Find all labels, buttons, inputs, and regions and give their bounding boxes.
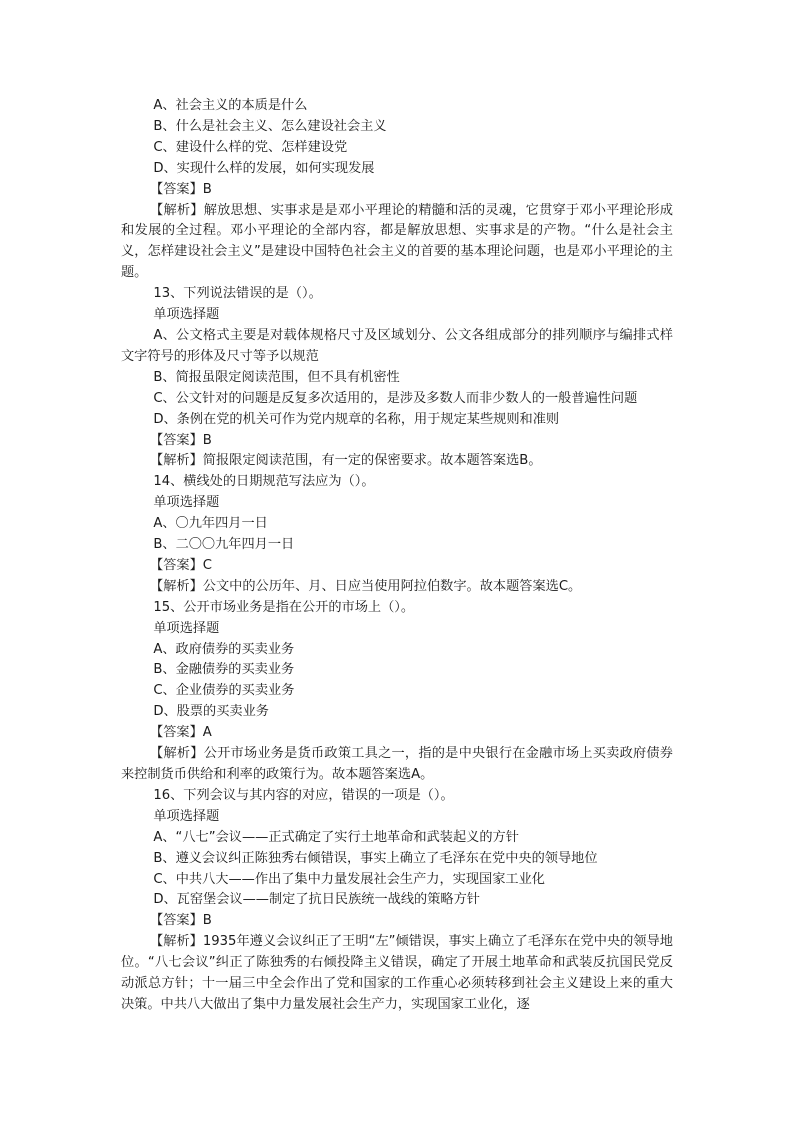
answer-line: 【答案】B [150, 432, 212, 448]
analysis-paragraph: 【解析】公开市场业务是货币政策工具之一，指的是中央银行在金融市场上买卖政府债券来控制货币供给和利率的政策行为。故本题答案选A。 [121, 746, 673, 782]
option-line: A、公文格式主要是对载体规格尺寸及区域划分、公文各组成部分的排列顺序与编排式样文字符号的形体及尺寸等予以规范 [121, 327, 673, 364]
option-line: D、瓦窑堡会议——制定了抗日民族统一战线的策略方针 [153, 892, 480, 908]
option-line: A、“八七”会议——正式确定了实行土地革命和武装起义的方针 [153, 829, 519, 845]
option-line: D、实现什么样的发展，如何实现发展 [153, 160, 375, 176]
answer-line: 【答案】C [150, 557, 212, 573]
option-line: B、二〇〇九年四月一日 [153, 537, 295, 553]
document-page [121, 96, 673, 1016]
option-line: B、简报虽限定阅读范围，但不具有机密性 [153, 369, 400, 385]
option-line: D、股票的买卖业务 [153, 704, 269, 720]
analysis-paragraph: 【解析】1935年遵义会议纠正了王明“左”倾错误，事实上确立了毛泽东在党中央的领导地位。“八七会议”纠正了陈独秀的右倾投降主义错误，确定了开展土地革命和武装反抗国民党反动派总方针；十一届三中全会作出了党和国家的工作重心必须转移到社会主义建设上来的重大决策。中共八大做出了集中力量发展社会生产力，实现国家工业化，逐 [121, 934, 673, 1012]
question-type: 单项选择题 [153, 808, 220, 824]
option-line: A、〇九年四月一日 [153, 516, 268, 532]
option-line: B、遵义会议纠正陈独秀右倾错误，事实上确立了毛泽东在党中央的领导地位 [153, 850, 598, 866]
option-line: B、金融债券的买卖业务 [153, 662, 295, 678]
question-type: 单项选择题 [153, 620, 220, 636]
option-line: C、建设什么样的党、怎样建设党 [153, 139, 348, 155]
analysis-paragraph: 【解析】解放思想、实事求是是邓小平理论的精髓和活的灵魂，它贯穿于邓小平理论形成和发展的全过程。邓小平理论的全部内容，都是解放思想、实事求是的产物。“什么是社会主义，怎样建设社会主义”是建设中国特色社会主义的首要的基本理论问题，也是邓小平理论的主题。 [121, 202, 673, 281]
option-line: C、公文针对的问题是反复多次适用的，是涉及多数人而非少数人的一般普遍性问题 [153, 390, 638, 406]
analysis-paragraph: 【解析】简报限定阅读范围，有一定的保密要求。故本题答案选B。 [150, 453, 542, 469]
option-line: C、企业债券的买卖业务 [153, 683, 295, 699]
answer-line: 【答案】A [150, 725, 212, 741]
option-line: A、政府债券的买卖业务 [153, 641, 295, 657]
question-title: 14、横线处的日期规范写法应为（）。 [153, 474, 375, 490]
option-line: D、条例在党的机关可作为党内规章的名称，用于规定某些规则和准则 [153, 411, 560, 427]
option-line: B、什么是社会主义、怎么建设社会主义 [153, 118, 387, 134]
question-type: 单项选择题 [153, 307, 220, 323]
question-type: 单项选择题 [153, 495, 220, 511]
question-title: 13、下列说法错误的是（）。 [153, 286, 322, 302]
question-title: 16、下列会议与其内容的对应，错误的一项是（）。 [153, 787, 454, 803]
answer-line: 【答案】B [150, 181, 212, 197]
analysis-paragraph: 【解析】公文中的公历年、月、日应当使用阿拉伯数字。故本题答案选C。 [150, 578, 582, 594]
question-title: 15、公开市场业务是指在公开的市场上（）。 [153, 599, 415, 615]
option-line: A、社会主义的本质是什么 [153, 98, 308, 113]
option-line: C、中共八大——作出了集中力量发展社会生产力，实现国家工业化 [153, 871, 545, 887]
answer-line: 【答案】B [150, 913, 212, 929]
